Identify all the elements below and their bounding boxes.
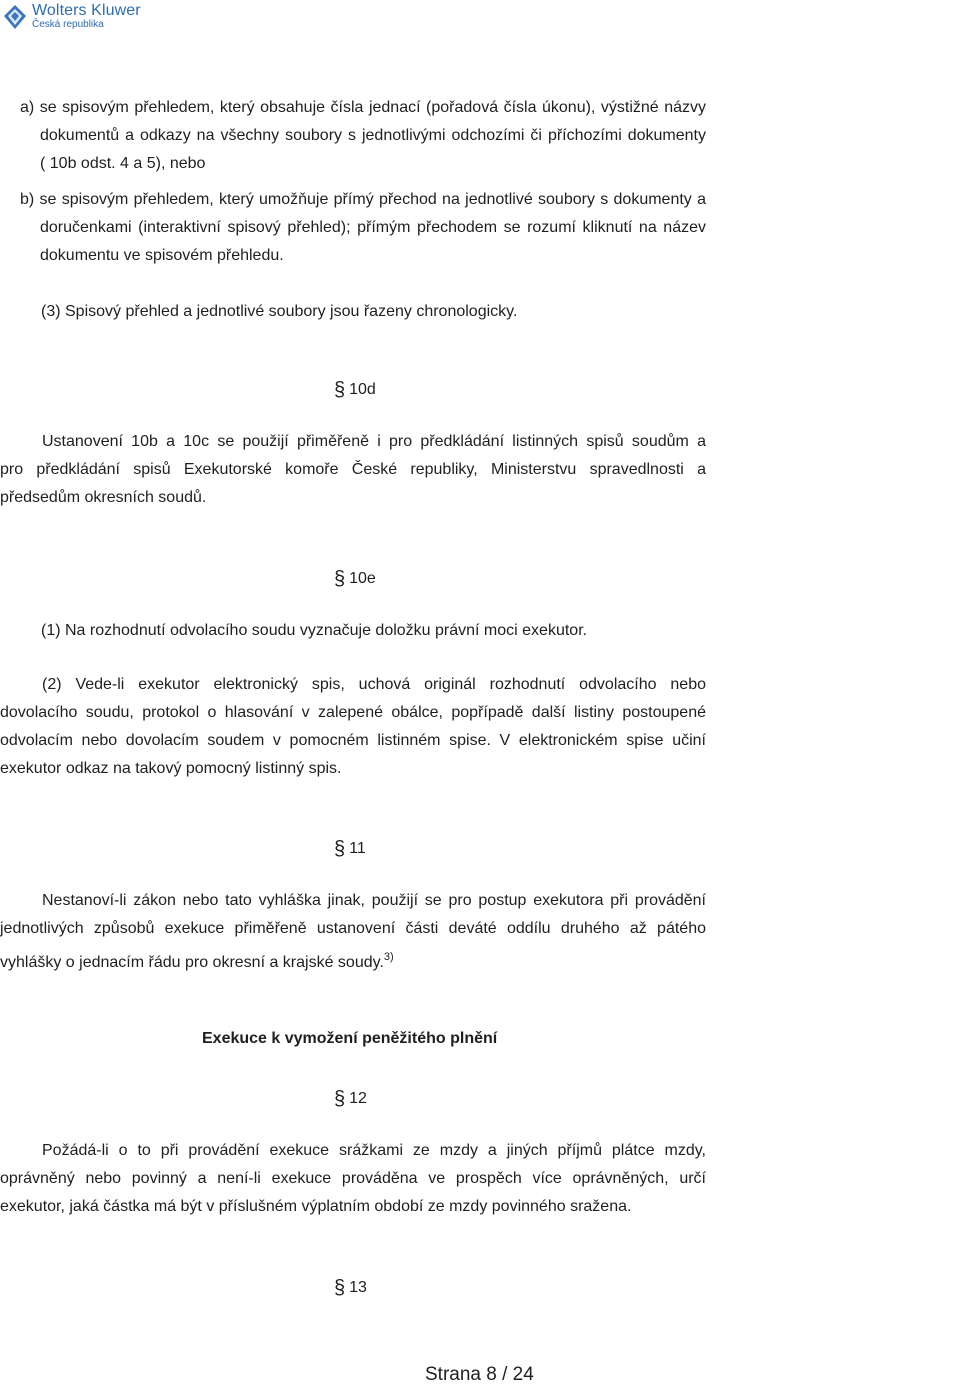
text-line: Nestanoví-li zákon nebo tato vyhláška jinak, použijí se pro postup exekutora při provádění	[42, 892, 706, 909]
text-line: oprávněný nebo povinný a není-li exekuce prováděna ve prospěch více oprávněných, určí	[0, 1170, 706, 1187]
chapter-heading: Exekuce k vymožení peněžitého plnění	[202, 1030, 498, 1047]
text-line: dovolacího soudu, protokol o hlasování v zalepené obálce, popřípadě další listiny postoupené	[0, 704, 706, 721]
text-line: Požádá-li o to při provádění exekuce srážkami ze mzdy a jiných příjmů plátce mzdy,	[42, 1142, 706, 1159]
section-symbol: §	[334, 568, 346, 590]
wolters-kluwer-logo-icon	[3, 4, 27, 30]
section-symbol: §	[334, 379, 346, 401]
text-line: ( 10b odst. 4 a 5), nebo	[40, 155, 206, 172]
text-line: b) se spisovým přehledem, který umožňuje přímý přechod na jednotlivé soubory s dokumenty a	[20, 191, 706, 208]
text-line	[0, 943, 706, 977]
text-line: dokumentů a odkazy na všechny soubory s jednotlivými odchozími či příchozími dokumenty	[40, 127, 706, 144]
section-symbol: §	[334, 1277, 346, 1299]
paragraph-11	[0, 887, 706, 977]
paragraph-12	[0, 1137, 706, 1221]
paragraph-10e-1: (1) Na rozhodnutí odvolacího soudu vyznačuje doložku právní moci exekutor.	[41, 622, 588, 639]
paragraph-10e-2	[0, 671, 706, 783]
section-number: 13	[349, 1279, 367, 1296]
paragraph-b	[20, 186, 706, 270]
section-symbol: §	[334, 1088, 346, 1110]
text-line: dokumentu ve spisovém přehledu.	[40, 247, 284, 264]
paragraph-a	[20, 94, 706, 178]
text-line: exekutor, jaká částka má být v příslušném výplatním období ze mzdy povinného sražena.	[0, 1198, 632, 1215]
section-heading-13	[334, 1278, 367, 1298]
text-line: Ustanovení 10b a 10c se použijí přiměřeně i pro předkládání listinných spisů soudům a	[42, 433, 706, 450]
section-number: 11	[349, 840, 366, 857]
section-heading-12	[334, 1089, 367, 1109]
brand-country: Česká republika	[32, 19, 104, 30]
text-line: pro předkládání spisů Exekutorské komoře České republiky, Ministerstvu spravedlnosti a	[0, 461, 706, 478]
paragraph-3: (3) Spisový přehled a jednotlivé soubory jsou řazeny chronologicky.	[41, 303, 518, 320]
section-heading-11	[334, 839, 366, 859]
text-line: exekutor odkaz na takový pomocný listinný spis.	[0, 760, 342, 777]
footnote-reference: 3)	[383, 951, 394, 963]
section-number: 10d	[349, 381, 376, 398]
text-line: jednotlivých způsobů exekuce přiměřeně ustanovení části deváté oddílu druhého až pátého	[0, 920, 706, 937]
section-heading-10d	[334, 380, 376, 400]
header-logo	[3, 3, 141, 30]
text-line: předsedům okresních soudů.	[0, 489, 207, 506]
paragraph-10d	[0, 428, 706, 512]
text-line: (2) Vede-li exekutor elektronický spis, uchová originál rozhodnutí odvolacího nebo	[42, 676, 706, 693]
section-heading-10e	[334, 569, 376, 589]
text-line-content: vyhlášky o jednacím řádu pro okresní a krajské soudy.	[0, 954, 384, 971]
text-line: odvolacím nebo dovolacím soudem v pomocném listinném spise. V elektronickém spise učiní	[0, 732, 706, 749]
brand-name: Wolters Kluwer	[32, 2, 141, 19]
text-line: a) se spisovým přehledem, který obsahuje čísla jednací (pořadová čísla úkonu), výstižné názvy	[20, 99, 706, 116]
section-symbol: §	[334, 838, 346, 860]
page-number: Strana 8 / 24	[425, 1364, 534, 1385]
text-line: doručenkami (interaktivní spisový přehled); přímým přechodem se rozumí kliknutí na název	[40, 219, 706, 236]
section-number: 10e	[349, 570, 376, 587]
section-number: 12	[349, 1090, 367, 1107]
